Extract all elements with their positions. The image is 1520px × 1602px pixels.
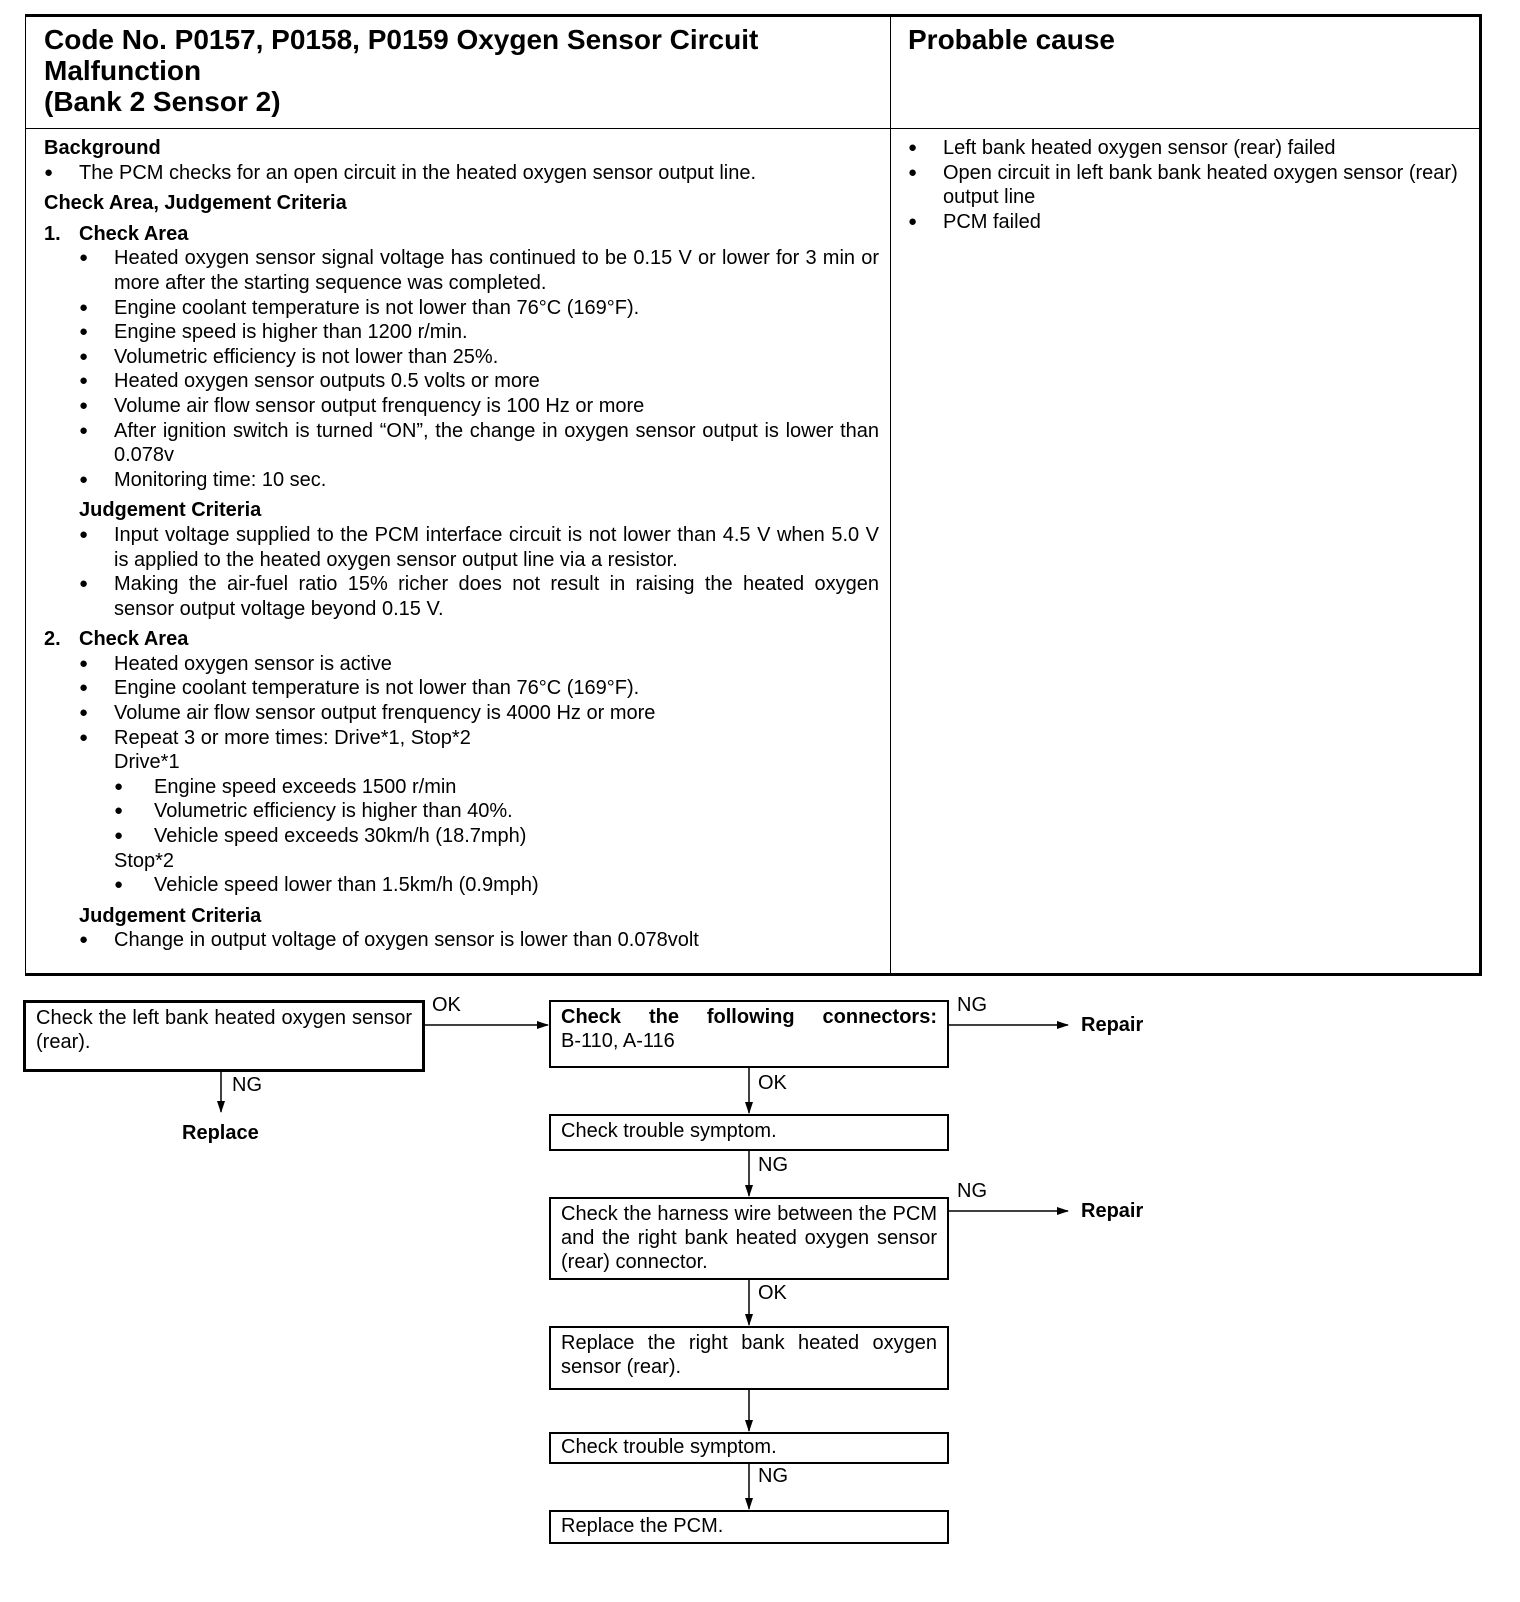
section2-number: 2. [44, 628, 61, 651]
step2-ng-label: NG [957, 994, 987, 1016]
list-item: ● Vehicle speed exceeds 30km/h (18.7mph) [114, 824, 879, 849]
check-area-content [44, 136, 879, 953]
list-item: ● Engine speed is higher than 1200 r/min. [79, 320, 879, 345]
section1-title: Check Area [79, 222, 189, 245]
list-item: ● Volume air flow sensor output frenquency is 4000 Hz or more [79, 701, 879, 726]
troubleshooting-flowchart [0, 980, 1520, 1602]
probable-cause-list [908, 136, 1468, 234]
step2-heading: Check the following connectors: [561, 1006, 937, 1028]
step-check-trouble-symptom: Check trouble symptom. [549, 1114, 949, 1151]
list-item: ● PCM failed [908, 210, 1468, 235]
list-item: ● Engine coolant temperature is not lower than 76°C (169°F). [79, 676, 879, 701]
step1-replace-result: Replace [182, 1122, 259, 1144]
code-title-line: Code No. P0157, P0158, P0159 Oxygen Sensor Circuit [44, 24, 759, 55]
section1-list [79, 246, 879, 492]
list-item: ● Monitoring time: 10 sec. [79, 468, 879, 493]
table-border-top [25, 14, 1482, 17]
list-item: ● Engine coolant temperature is not lower than 76°C (169°F). [79, 296, 879, 321]
code-title [44, 24, 874, 117]
step-replace-pcm: Replace the PCM. [549, 1510, 949, 1544]
section2-judgement-list [79, 928, 879, 953]
section2-title: Check Area [79, 628, 189, 651]
section1-judgement-heading: Judgement Criteria [79, 499, 262, 522]
step-check-harness: Check the harness wire between the PCM and the right bank heated oxygen sensor (rear) connector. [549, 1197, 949, 1280]
table-header-divider [25, 128, 1482, 129]
table-border-right [1479, 14, 1482, 976]
section1-number: 1. [44, 222, 61, 245]
list-item: ● After ignition switch is turned “ON”, the change in oxygen sensor output is lower than 0.078v [79, 419, 879, 468]
stop-label: Stop*2 [114, 849, 175, 872]
step1-ng-label: NG [232, 1074, 262, 1096]
background-item: ● The PCM checks for an open circuit in the heated oxygen sensor output line. [44, 161, 879, 186]
list-item: ● Volume air flow sensor output frenquency is 100 Hz or more [79, 394, 879, 419]
step-replace-sensor: Replace the right bank heated oxygen sensor (rear). [549, 1326, 949, 1390]
list-item: ● Change in output voltage of oxygen sensor is lower than 0.078volt [79, 928, 879, 953]
list-item: ● Volumetric efficiency is not lower than 25%. [79, 345, 879, 370]
check-area-heading: Check Area, Judgement Criteria [44, 192, 347, 215]
list-item: ● Heated oxygen sensor signal voltage has continued to be 0.15 V or lower for 3 min or more after the starting sequence was completed. [79, 246, 879, 295]
section2-list [79, 652, 879, 750]
step-check-trouble-symptom-2: Check trouble symptom. [549, 1432, 949, 1464]
section1-heading [44, 222, 879, 247]
list-item: ● Input voltage supplied to the PCM interface circuit is not lower than 4.5 V when 5.0 V is applied to the heated oxygen sensor output line via a resistor. [79, 523, 879, 572]
section2-heading [44, 627, 879, 652]
step3-ng-label: NG [758, 1154, 788, 1176]
code-title-line: (Bank 2 Sensor 2) [44, 86, 281, 117]
section1-judgement-list [79, 523, 879, 621]
code-title-line: Malfunction [44, 55, 202, 86]
step2-connectors: B-110, A-116 [561, 1030, 675, 1052]
step-check-connectors [549, 1000, 949, 1068]
step4-repair-result: Repair [1081, 1200, 1144, 1222]
list-item: ● Volumetric efficiency is higher than 40%. [114, 799, 879, 824]
diagnostic-table [25, 14, 1482, 976]
list-item: ● Open circuit in left bank bank heated oxygen sensor (rear) output line [908, 161, 1468, 210]
step2-ok-label: OK [758, 1072, 787, 1094]
step4-ng-label: NG [957, 1180, 987, 1202]
list-item: ● Vehicle speed lower than 1.5km/h (0.9mph) [114, 873, 879, 898]
step-check-left-sensor: Check the left bank heated oxygen sensor (rear). [23, 1000, 425, 1072]
step2-repair-result: Repair [1081, 1014, 1144, 1036]
section2-judgement-heading: Judgement Criteria [79, 904, 262, 927]
table-column-divider [890, 14, 891, 976]
table-border-bottom [25, 973, 1482, 976]
step4-ok-label: OK [758, 1282, 787, 1304]
list-item: ● Heated oxygen sensor is active [79, 652, 879, 677]
list-item: ● Making the air-fuel ratio 15% richer does not result in raising the heated oxygen sensor output voltage beyond 0.15 V. [79, 572, 879, 621]
background-heading: Background [44, 137, 161, 159]
list-item: ● Engine speed exceeds 1500 r/min [114, 775, 879, 800]
step1-ok-label: OK [432, 994, 461, 1016]
step6-ng-label: NG [758, 1465, 788, 1487]
list-item: ● Repeat 3 or more times: Drive*1, Stop*2 [79, 726, 879, 751]
drive-label: Drive*1 [114, 751, 180, 774]
list-item: ● Heated oxygen sensor outputs 0.5 volts or more [79, 369, 879, 394]
probable-cause-title: Probable cause [908, 24, 1115, 55]
list-item: ● Left bank heated oxygen sensor (rear) failed [908, 136, 1468, 161]
table-border-left [25, 14, 26, 976]
